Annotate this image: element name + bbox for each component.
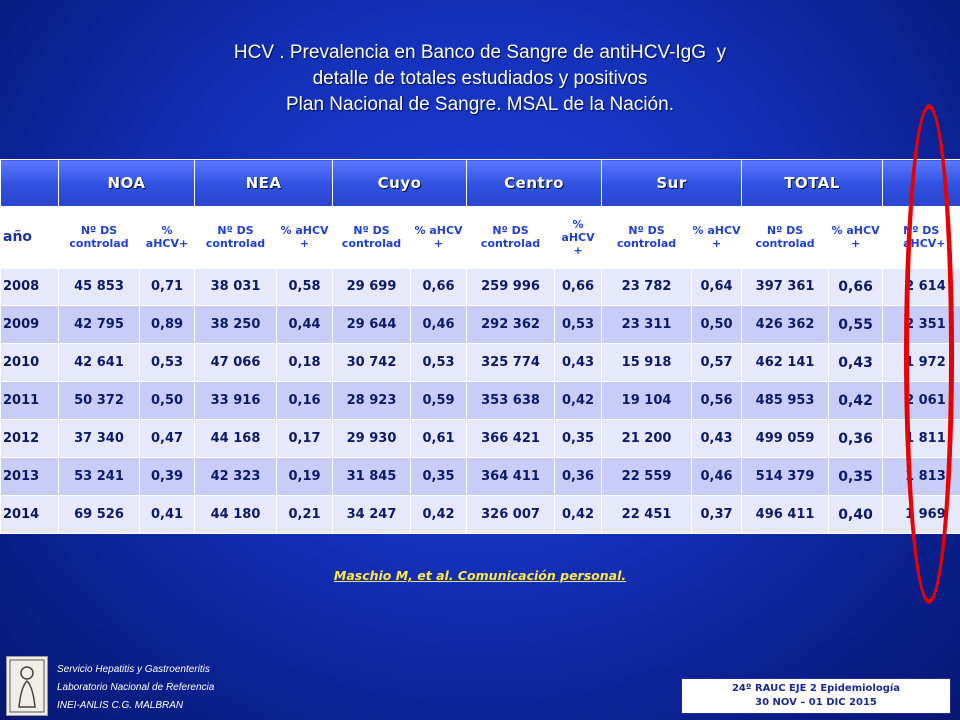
positives-header: Nº DS aHCV+ bbox=[883, 207, 960, 268]
cell-nea-ds: 42 323 bbox=[195, 458, 277, 496]
title-line-2: detalle de totales estudiados y positivos bbox=[312, 68, 648, 89]
cell-noa-ds: 69 526 bbox=[59, 496, 140, 534]
cell-centro-ds: 292 362 bbox=[467, 306, 555, 344]
header-sur: Sur bbox=[602, 160, 742, 207]
cell-total-ds: 397 361 bbox=[742, 268, 829, 306]
cell-cuyo-ds: 29 930 bbox=[333, 420, 411, 458]
cell-nea-ds: 38 250 bbox=[195, 306, 277, 344]
header-blank bbox=[1, 160, 59, 207]
cell-noa-pct: 0,39 bbox=[140, 458, 195, 496]
table-row bbox=[1, 496, 960, 534]
cell-pos: 2 061 bbox=[883, 382, 960, 420]
cell-pos: 1 811 bbox=[883, 420, 960, 458]
institution-logo bbox=[6, 656, 48, 716]
noa-ds-header: Nº DS controlad bbox=[59, 207, 140, 268]
cell-cuyo-ds: 29 644 bbox=[333, 306, 411, 344]
cell-pos: 1 813 bbox=[883, 458, 960, 496]
cell-cuyo-pct: 0,35 bbox=[411, 458, 467, 496]
cell-total-pct: 0,40 bbox=[829, 496, 883, 534]
cell-nea-ds: 44 168 bbox=[195, 420, 277, 458]
table-row bbox=[1, 306, 960, 344]
footer-institution bbox=[57, 661, 214, 715]
cell-noa-pct: 0,89 bbox=[140, 306, 195, 344]
centro-pct-header: % aHCV + bbox=[555, 207, 602, 268]
cuyo-ds-header: Nº DS controlad bbox=[333, 207, 411, 268]
cell-centro-ds: 326 007 bbox=[467, 496, 555, 534]
cuyo-pct-header: % aHCV + bbox=[411, 207, 467, 268]
cell-cuyo-ds: 31 845 bbox=[333, 458, 411, 496]
centro-ds-header: Nº DS controlad bbox=[467, 207, 555, 268]
cell-sur-pct: 0,64 bbox=[692, 268, 742, 306]
cell-centro-ds: 325 774 bbox=[467, 344, 555, 382]
total-pct-header: % aHCV + bbox=[829, 207, 883, 268]
table-row bbox=[1, 268, 960, 306]
cell-cuyo-pct: 0,53 bbox=[411, 344, 467, 382]
cell-nea-pct: 0,17 bbox=[277, 420, 333, 458]
cell-nea-pct: 0,16 bbox=[277, 382, 333, 420]
badge-line-1: 24º RAUC EJE 2 Epidemiología bbox=[731, 683, 901, 694]
prevalence-table bbox=[0, 159, 960, 534]
table-row bbox=[1, 458, 960, 496]
cell-nea-pct: 0,58 bbox=[277, 268, 333, 306]
cell-total-ds: 496 411 bbox=[742, 496, 829, 534]
cell-sur-ds: 15 918 bbox=[602, 344, 692, 382]
cell-noa-pct: 0,47 bbox=[140, 420, 195, 458]
cell-centro-ds: 364 411 bbox=[467, 458, 555, 496]
cell-total-pct: 0,36 bbox=[829, 420, 883, 458]
cell-centro-pct: 0,42 bbox=[555, 382, 602, 420]
cell-noa-ds: 42 795 bbox=[59, 306, 140, 344]
cell-year: 2008 bbox=[1, 268, 59, 306]
cell-cuyo-ds: 28 923 bbox=[333, 382, 411, 420]
cell-year: 2013 bbox=[1, 458, 59, 496]
table-row bbox=[1, 344, 960, 382]
cell-pos: 1 972 bbox=[883, 344, 960, 382]
cell-total-ds: 462 141 bbox=[742, 344, 829, 382]
cell-centro-pct: 0,42 bbox=[555, 496, 602, 534]
highlight-oval bbox=[904, 104, 954, 604]
cell-year: 2012 bbox=[1, 420, 59, 458]
cell-sur-pct: 0,43 bbox=[692, 420, 742, 458]
header-cuyo: Cuyo bbox=[333, 160, 467, 207]
cell-total-ds: 514 379 bbox=[742, 458, 829, 496]
cell-nea-ds: 33 916 bbox=[195, 382, 277, 420]
cell-year: 2010 bbox=[1, 344, 59, 382]
cell-centro-ds: 366 421 bbox=[467, 420, 555, 458]
cell-centro-pct: 0,43 bbox=[555, 344, 602, 382]
cell-noa-ds: 37 340 bbox=[59, 420, 140, 458]
cell-cuyo-pct: 0,59 bbox=[411, 382, 467, 420]
cell-total-pct: 0,35 bbox=[829, 458, 883, 496]
cell-pos: 2 351 bbox=[883, 306, 960, 344]
cell-sur-pct: 0,37 bbox=[692, 496, 742, 534]
cell-cuyo-ds: 29 699 bbox=[333, 268, 411, 306]
cell-nea-ds: 47 066 bbox=[195, 344, 277, 382]
region-header-row bbox=[1, 160, 960, 207]
cell-sur-pct: 0,56 bbox=[692, 382, 742, 420]
cell-noa-ds: 53 241 bbox=[59, 458, 140, 496]
total-ds-header: Nº DS controlad bbox=[742, 207, 829, 268]
cell-nea-pct: 0,44 bbox=[277, 306, 333, 344]
cell-sur-ds: 19 104 bbox=[602, 382, 692, 420]
cell-total-ds: 499 059 bbox=[742, 420, 829, 458]
cell-centro-pct: 0,35 bbox=[555, 420, 602, 458]
cell-total-ds: 426 362 bbox=[742, 306, 829, 344]
cell-pos: 2 614 bbox=[883, 268, 960, 306]
cell-noa-pct: 0,71 bbox=[140, 268, 195, 306]
cell-cuyo-ds: 34 247 bbox=[333, 496, 411, 534]
citation: Maschio M, et al. Comunicación personal. bbox=[333, 568, 627, 583]
cell-pos: 1 969 bbox=[883, 496, 960, 534]
nea-pct-header: % aHCV + bbox=[277, 207, 333, 268]
cell-total-pct: 0,66 bbox=[829, 268, 883, 306]
header-total: TOTAL bbox=[742, 160, 883, 207]
cell-total-ds: 485 953 bbox=[742, 382, 829, 420]
cell-sur-ds: 21 200 bbox=[602, 420, 692, 458]
sur-pct-header: % aHCV + bbox=[692, 207, 742, 268]
cell-total-pct: 0,42 bbox=[829, 382, 883, 420]
header-nea: NEA bbox=[195, 160, 333, 207]
title-line-3: Plan Nacional de Sangre. MSAL de la Nación. bbox=[286, 94, 674, 115]
cell-nea-pct: 0,18 bbox=[277, 344, 333, 382]
cell-year: 2011 bbox=[1, 382, 59, 420]
cell-centro-ds: 353 638 bbox=[467, 382, 555, 420]
cell-centro-pct: 0,36 bbox=[555, 458, 602, 496]
event-badge bbox=[681, 678, 951, 714]
year-header: año bbox=[1, 207, 59, 268]
cell-sur-pct: 0,50 bbox=[692, 306, 742, 344]
cell-noa-pct: 0,53 bbox=[140, 344, 195, 382]
cell-centro-pct: 0,66 bbox=[555, 268, 602, 306]
cell-nea-ds: 38 031 bbox=[195, 268, 277, 306]
badge-line-2: 30 NOV – 01 DIC 2015 bbox=[755, 697, 877, 708]
cell-noa-ds: 42 641 bbox=[59, 344, 140, 382]
cell-centro-pct: 0,53 bbox=[555, 306, 602, 344]
cell-sur-ds: 23 311 bbox=[602, 306, 692, 344]
noa-pct-header: % aHCV+ bbox=[140, 207, 195, 268]
cell-cuyo-pct: 0,66 bbox=[411, 268, 467, 306]
cell-sur-pct: 0,46 bbox=[692, 458, 742, 496]
header-noa: NOA bbox=[59, 160, 195, 207]
footer-line-1: Servicio Hepatitis y Gastroenteritis bbox=[57, 664, 210, 675]
cell-sur-ds: 23 782 bbox=[602, 268, 692, 306]
table-row bbox=[1, 420, 960, 458]
cell-centro-ds: 259 996 bbox=[467, 268, 555, 306]
footer-line-2: Laboratorio Nacional de Referencia bbox=[57, 682, 215, 693]
cell-noa-pct: 0,41 bbox=[140, 496, 195, 534]
cell-noa-ds: 45 853 bbox=[59, 268, 140, 306]
cell-sur-pct: 0,57 bbox=[692, 344, 742, 382]
nea-ds-header: Nº DS controlad bbox=[195, 207, 277, 268]
column-header-row bbox=[1, 207, 960, 268]
cell-cuyo-ds: 30 742 bbox=[333, 344, 411, 382]
footer-line-3: INEI-ANLIS C.G. MALBRAN bbox=[57, 700, 184, 711]
cell-sur-ds: 22 451 bbox=[602, 496, 692, 534]
cell-sur-ds: 22 559 bbox=[602, 458, 692, 496]
cell-total-pct: 0,55 bbox=[829, 306, 883, 344]
cell-year: 2009 bbox=[1, 306, 59, 344]
header-centro: Centro bbox=[467, 160, 602, 207]
title-line-1: HCV . Prevalencia en Banco de Sangre de antiHCV-IgG y bbox=[233, 42, 727, 63]
cell-cuyo-pct: 0,42 bbox=[411, 496, 467, 534]
sur-ds-header: Nº DS controlad bbox=[602, 207, 692, 268]
table-row bbox=[1, 382, 960, 420]
cell-nea-pct: 0,19 bbox=[277, 458, 333, 496]
cell-year: 2014 bbox=[1, 496, 59, 534]
cell-nea-ds: 44 180 bbox=[195, 496, 277, 534]
cell-nea-pct: 0,21 bbox=[277, 496, 333, 534]
cell-total-pct: 0,43 bbox=[829, 344, 883, 382]
slide-title bbox=[0, 40, 960, 118]
cell-noa-pct: 0,50 bbox=[140, 382, 195, 420]
cell-noa-ds: 50 372 bbox=[59, 382, 140, 420]
cell-cuyo-pct: 0,46 bbox=[411, 306, 467, 344]
cell-cuyo-pct: 0,61 bbox=[411, 420, 467, 458]
